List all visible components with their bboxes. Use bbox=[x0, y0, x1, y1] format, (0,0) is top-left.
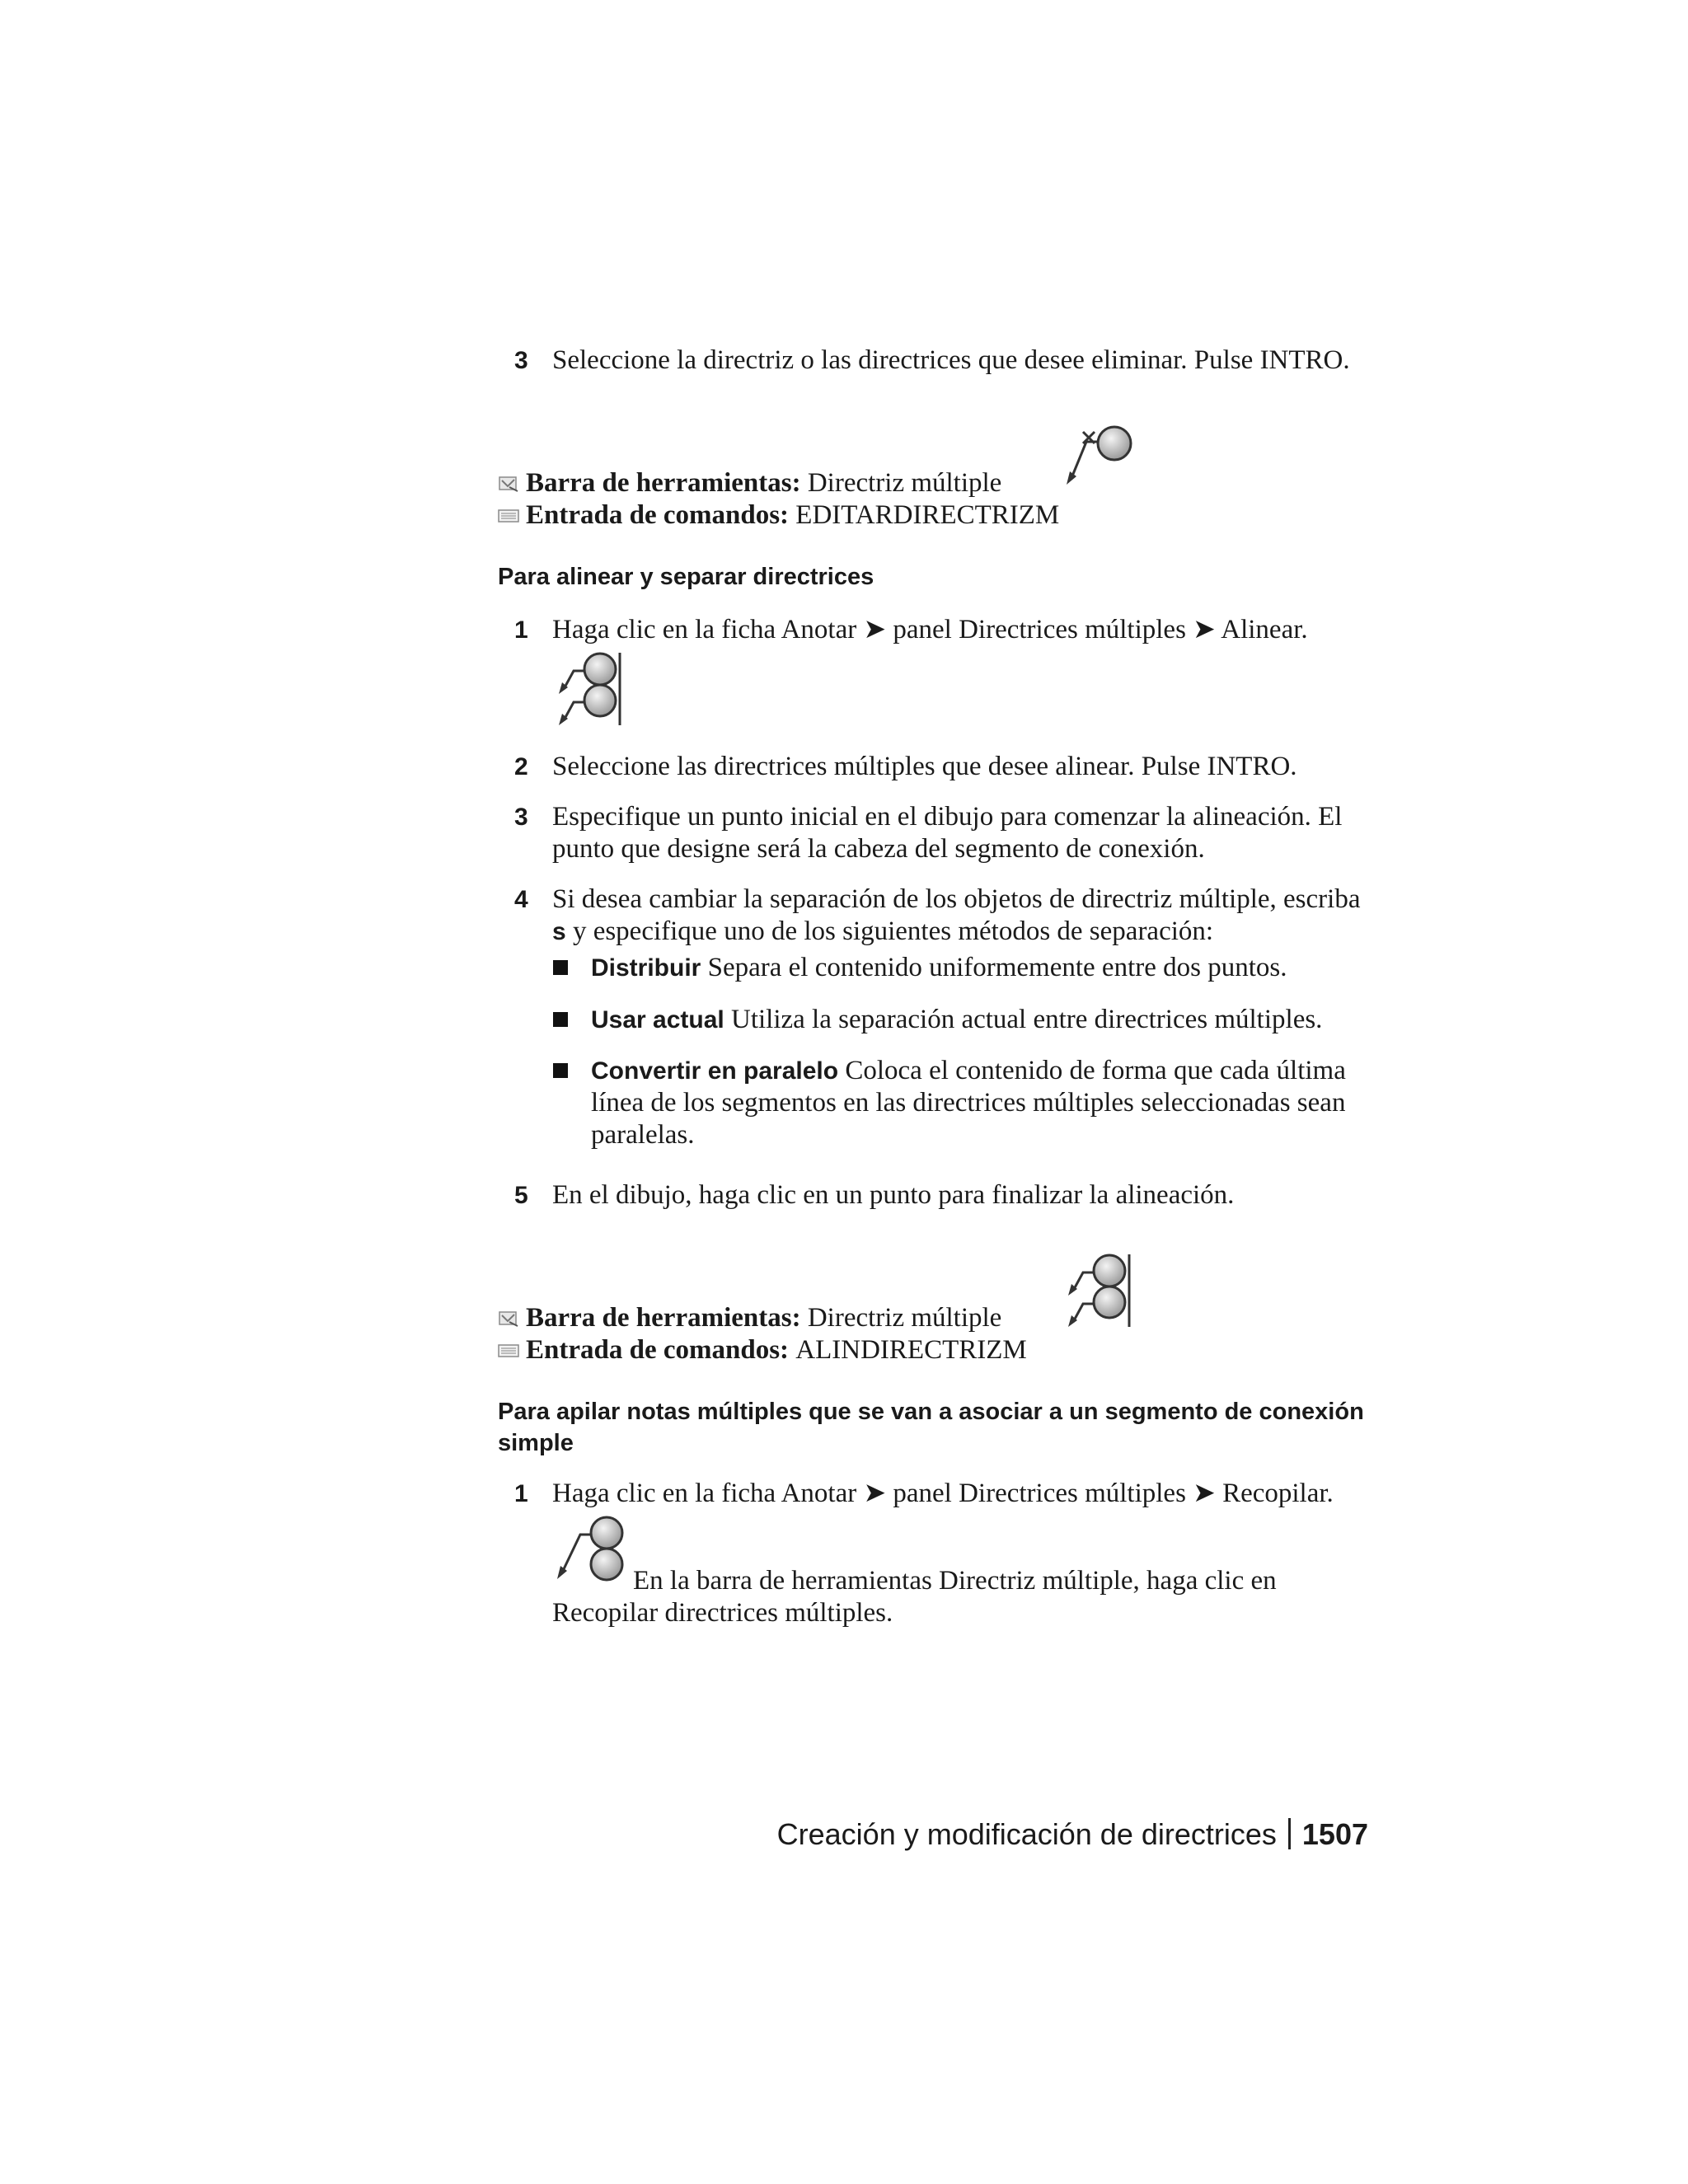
step-text: Haga clic en la ficha Anotar ➤ panel Directrices múltiples ➤ Recopilar. bbox=[552, 1479, 1334, 1508]
step-text: Seleccione la directriz o las directrices que desee eliminar. Pulse INTRO. bbox=[552, 345, 1350, 375]
command-reference bbox=[498, 499, 1059, 532]
align-leaders-icon bbox=[554, 649, 625, 729]
command-label: Entrada de comandos: bbox=[526, 500, 790, 530]
step-number: 1 bbox=[514, 616, 528, 644]
toolbar-value: Directriz múltiple bbox=[807, 468, 1002, 498]
toolbar-icon bbox=[498, 1310, 519, 1328]
step-text: s y especifique uno de los siguientes métodos de separación: bbox=[552, 916, 1214, 946]
step-text: En el dibujo, haga clic en un punto para finalizar la alineación. bbox=[552, 1180, 1235, 1210]
remove-leader-icon bbox=[1062, 422, 1137, 491]
section-heading: Para alinear y separar directrices bbox=[498, 564, 874, 590]
step-number: 1 bbox=[514, 1480, 528, 1507]
step-text: Si desea cambiar la separación de los objetos de directriz múltiple, escriba bbox=[552, 884, 1361, 914]
step-text: Seleccione las directrices múltiples que desee alinear. Pulse INTRO. bbox=[552, 752, 1297, 781]
step-number: 3 bbox=[514, 347, 528, 374]
bullet-item-line: línea de los segmentos en las directrices múltiples seleccionadas sean bbox=[591, 1088, 1346, 1118]
page-footer bbox=[777, 1816, 1368, 1853]
note-text: En la barra de herramientas Directriz múltiple, haga clic en bbox=[633, 1566, 1277, 1596]
bullet-marker bbox=[553, 960, 568, 975]
align-leaders-icon bbox=[1063, 1251, 1134, 1330]
toolbar-reference bbox=[498, 1302, 1001, 1334]
bullet-item: Distribuir Separa el contenido uniformemente entre dos puntos. bbox=[591, 953, 1287, 982]
key-s: s bbox=[552, 918, 566, 945]
toolbar-reference bbox=[498, 467, 1001, 499]
section-heading: Para apilar notas múltiples que se van a asociar a un segmento de conexión bbox=[498, 1399, 1364, 1425]
command-reference bbox=[498, 1334, 1027, 1366]
step-number: 2 bbox=[514, 753, 528, 780]
bullet-marker bbox=[553, 1012, 568, 1027]
footer-separator bbox=[1288, 1818, 1291, 1849]
note-text: Recopilar directrices múltiples. bbox=[552, 1598, 893, 1628]
keyboard-icon bbox=[498, 1342, 519, 1360]
bullet-item: Usar actual Utiliza la separación actual entre directrices múltiples. bbox=[591, 1005, 1323, 1034]
command-value: EDITARDIRECTRIZM bbox=[795, 500, 1060, 530]
footer-title: Creación y modificación de directrices bbox=[776, 1817, 1277, 1851]
bullet-item-line: paralelas. bbox=[591, 1120, 695, 1150]
step-number: 5 bbox=[514, 1182, 528, 1209]
toolbar-label: Barra de herramientas: bbox=[526, 1303, 801, 1333]
toolbar-value: Directriz múltiple bbox=[807, 1303, 1002, 1333]
bullet-item: Convertir en paralelo Coloca el contenido de forma que cada última bbox=[591, 1056, 1346, 1085]
toolbar-icon bbox=[498, 475, 519, 493]
command-value: ALINDIRECTRIZM bbox=[795, 1335, 1027, 1365]
step-text: Especifique un punto inicial en el dibujo para comenzar la alineación. El bbox=[552, 802, 1343, 832]
keyboard-icon bbox=[498, 507, 519, 525]
step-text: Haga clic en la ficha Anotar ➤ panel Directrices múltiples ➤ Alinear. bbox=[552, 615, 1308, 644]
toolbar-label: Barra de herramientas: bbox=[526, 468, 801, 498]
collect-leaders-icon bbox=[551, 1515, 630, 1584]
bullet-marker bbox=[553, 1063, 568, 1078]
page-number: 1507 bbox=[1301, 1817, 1368, 1851]
command-label: Entrada de comandos: bbox=[526, 1335, 790, 1365]
step-number: 3 bbox=[514, 804, 528, 831]
section-heading: simple bbox=[498, 1430, 574, 1456]
step-text: punto que designe será la cabeza del segmento de conexión. bbox=[552, 834, 1205, 864]
step-number: 4 bbox=[514, 886, 528, 913]
